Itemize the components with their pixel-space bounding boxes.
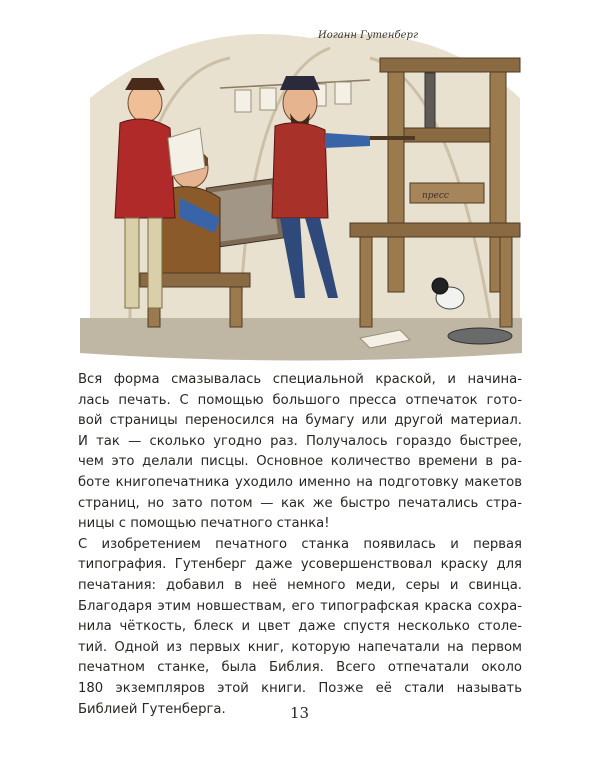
text-line: тий. Одной из первых книг, которую напечатали на первом — [78, 639, 522, 655]
page-number: 13 — [289, 704, 310, 722]
text-line: ницы с помощью печатного станка! — [78, 516, 330, 532]
text-line: боте книгопечатника уходило именно на подготовку макетов — [78, 474, 522, 490]
text-line: страниц, но зато потом — как же быстро печатались стра- — [78, 495, 522, 511]
article-text — [78, 370, 522, 720]
printing-press-illustration — [70, 18, 532, 363]
text-line: печатания: добавил в неё немного меди, серы и свинца. — [78, 577, 522, 593]
text-line: С изобретением печатного станка появилась и первая — [78, 536, 522, 552]
text-line: Вся форма смазывалась специальной краской, и начина- — [78, 372, 522, 387]
illustration-drawing — [70, 18, 532, 363]
ink-basin — [448, 328, 512, 344]
text-line: 180 экземпляров этой книги. Позже её стали называть — [78, 680, 522, 696]
text-line: типография. Гутенберг даже усовершенствовал краску для — [78, 557, 522, 573]
text-line: И так — сколько угодно раз. Получалось гораздо быстрее, — [78, 433, 522, 449]
text-line: нила чёткость, блеск и цвет даже спустя несколько столе- — [78, 619, 522, 635]
gutenberg-label: Иоганн Гутенберг — [318, 30, 418, 41]
text-line: лась печать. С помощью большого пресса отпечаток гото- — [78, 392, 522, 408]
text-line: Библией Гутенберга. — [78, 701, 226, 717]
text-line: Благодаря этим новшествам, его типографская краска сохра- — [78, 598, 522, 614]
text-line: печатном станке, была Библия. Всего отпечатали около — [78, 660, 522, 676]
text-line: вой страницы переносился на бумагу или другой материал. — [78, 413, 522, 429]
press-label: пресс — [422, 191, 449, 201]
text-line: чем это делали писцы. Основное количество времени в ра- — [78, 454, 522, 470]
